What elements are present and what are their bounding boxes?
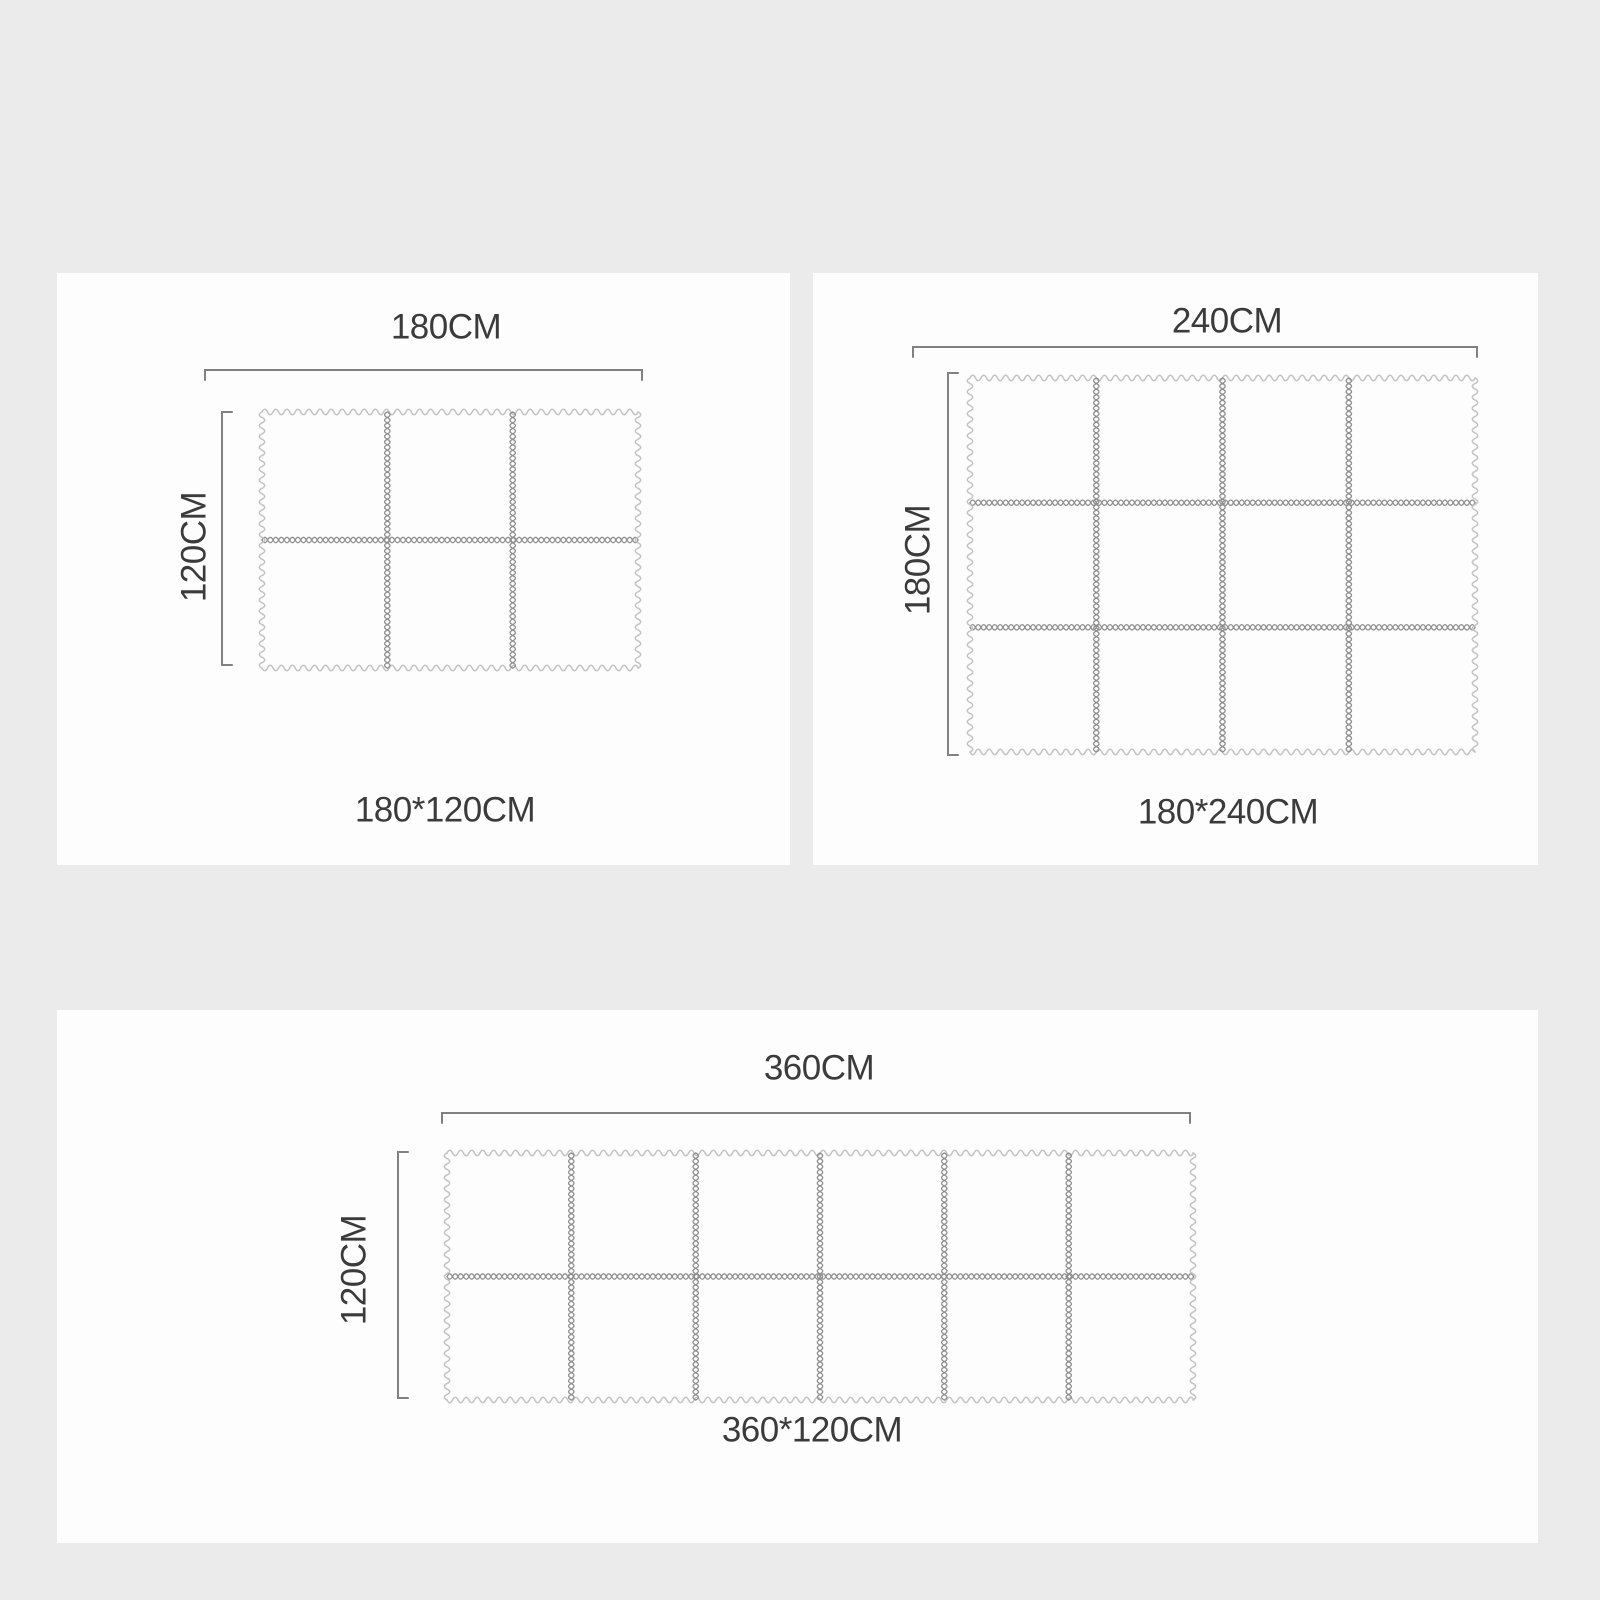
height-dimension-label: 180CM bbox=[898, 504, 938, 616]
mat-grid-drawing-180x120 bbox=[57, 273, 790, 865]
size-card-180x240 bbox=[813, 273, 1538, 865]
width-dimension-label: 240CM bbox=[1171, 301, 1283, 341]
width-dimension-label: 180CM bbox=[390, 307, 502, 347]
size-card-180x120 bbox=[57, 273, 790, 865]
height-dimension-label: 120CM bbox=[174, 491, 214, 603]
size-caption: 180*240CM bbox=[1137, 792, 1319, 832]
height-dimension-label: 120CM bbox=[334, 1214, 374, 1326]
mat-grid-drawing-360x120 bbox=[57, 1010, 1538, 1543]
size-card-360x120 bbox=[57, 1010, 1538, 1543]
width-dimension-label: 360CM bbox=[763, 1048, 875, 1088]
size-caption: 360*120CM bbox=[721, 1410, 903, 1450]
size-caption: 180*120CM bbox=[354, 790, 536, 830]
